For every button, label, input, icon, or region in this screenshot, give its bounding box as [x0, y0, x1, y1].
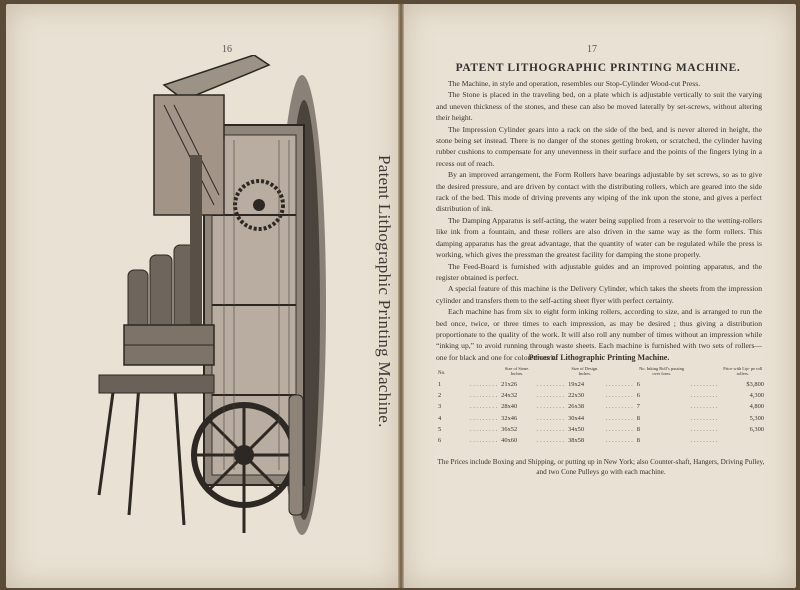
table-row — [436, 424, 766, 435]
row-number: 2 — [438, 392, 442, 400]
table-header-row — [436, 366, 766, 379]
leader-dots: . . . . . . . . . — [605, 425, 633, 433]
price-cell: 5,300 — [749, 414, 764, 422]
right-page-number: 17 — [587, 44, 597, 55]
table-row — [436, 379, 766, 390]
stone-size-cell: 36x52 — [501, 425, 518, 433]
leader-dots: . . . . . . . . . — [605, 414, 633, 422]
price-table-title: Prices of Lithographic Printing Machine. — [528, 353, 670, 362]
design-size-cell: 34x50 — [568, 425, 585, 433]
design-size-cell: 22x30 — [568, 392, 585, 400]
rollers-count-cell: 6 — [636, 381, 640, 389]
row-number: 4 — [438, 414, 442, 422]
footer-note: The Prices include Boxing and Shipping, or putting up in New York; also Counter-shaft, Hangers, Driving Pulley, and two Cone Pulleys go with each machine. — [437, 458, 765, 476]
paragraph: The Feed-Board is furnished with adjustable guides and an improved pointing apparatus, and the register obtained is perfect. — [436, 261, 762, 282]
leader-dots: . . . . . . . . . — [690, 392, 718, 400]
column-header: Size of Stone. Inches. — [504, 366, 530, 376]
table-row — [436, 413, 766, 424]
rollers-count-cell: 8 — [636, 437, 640, 445]
printing-machine-engraving — [94, 55, 326, 535]
column-header — [604, 366, 635, 379]
design-size-cell: 38x58 — [568, 437, 585, 445]
leader-dots: . . . . . . . . . — [470, 403, 498, 411]
leader-dots: . . . . . . . . . — [536, 425, 565, 433]
book-gutter — [398, 4, 404, 588]
leader-dots: . . . . . . . . . — [690, 403, 718, 411]
leader-dots: . . . . . . . . . — [536, 381, 565, 389]
row-number: 1 — [438, 381, 442, 389]
leader-dots: . . . . . . . . . — [536, 414, 565, 422]
row-number: 6 — [438, 437, 442, 445]
price-cell: $3,800 — [746, 381, 764, 389]
vertical-caption: Patent Lithographic Printing Machine. — [375, 155, 394, 428]
leader-dots: . . . . . . . . . — [690, 414, 718, 422]
stone-size-cell: 21x26 — [501, 381, 518, 389]
rollers-count-cell: 8 — [636, 414, 640, 422]
design-size-cell: 19x24 — [568, 381, 585, 389]
paragraph: By an improved arrangement, the Form Rollers have bearings adjustable by set screws, so as to give the desired pressure, and are driven by contact with the distributing rollers, which are geared into the side rack of the bed. This mode of driving prevents any wiping of the ink upon the stone, and gives a perfect distribution of ink. — [436, 170, 762, 214]
design-size-cell: 30x44 — [568, 414, 585, 422]
price-cell: 4,300 — [749, 392, 764, 400]
stone-size-cell: 40x60 — [501, 437, 518, 445]
paragraph: The Impression Cylinder gears into a rack on the side of the bed, and is never altered in height, the stone being set instead. There is no danger of the stones getting broken, or scratched, the cylinder having rubber cushions to compensate for any unevenness in their surface and the points of the fingers lying in a recess out of reach. — [436, 124, 762, 168]
leader-dots: . . . . . . . . . — [470, 437, 498, 445]
column-header: No. — [438, 371, 446, 376]
table-row — [436, 401, 766, 412]
leader-dots: . . . . . . . . . — [605, 403, 633, 411]
column-header — [468, 366, 499, 379]
column-header: No. Inking Roll’s passing over form. — [639, 366, 685, 376]
leader-dots: . . . . . . . . . — [690, 437, 718, 445]
leader-dots: . . . . . . . . . — [470, 392, 498, 400]
leader-dots: . . . . . . . . . — [470, 425, 498, 433]
leader-dots: . . . . . . . . . — [605, 381, 633, 389]
paragraph: Each machine has from six to eight form inking rollers, according to size, and is arranged to run the bed once, twice, or three times to each impression, as may be desired ; thus giving a distribution proportionate to the quality of the work. It will also roll any number of times without an impression while “inking up,” to avoid running through waste sheets. Each machine is furnished with two sets of rollers—one for black and one for colored work. — [436, 307, 762, 362]
rollers-count-cell: 6 — [636, 392, 640, 400]
row-number: 5 — [438, 425, 442, 433]
paragraph: The Machine, in style and operation, resembles our Stop-Cylinder Wood-cut Press. — [448, 79, 701, 88]
price-table — [436, 366, 766, 446]
leader-dots: . . . . . . . . . — [536, 392, 565, 400]
rollers-count-cell: 7 — [636, 403, 640, 411]
paragraph: The Stone is placed in the traveling bed, on a plate which is adjustable vertically to suit the varying and uneven thickness of the stones, and these can also be moved laterally by set-screws, without altering their height. — [436, 90, 762, 123]
table-row — [436, 390, 766, 401]
stone-size-cell: 32x46 — [501, 414, 518, 422]
paragraph: The Damping Apparatus is self-acting, the water being supplied from a reservoir to the wetting-rollers like ink from a fountain, and these rollers are also driven in the same way as the form rollers. This damping apparatus has the great advantage, that the quantity of water can be regulated while the press is working, which gives the pressman the greatest facility for damping the stone properly. — [436, 215, 762, 260]
table-row — [436, 435, 766, 446]
leader-dots: . . . . . . . . . — [605, 437, 633, 445]
leader-dots: . . . . . . . . . — [690, 381, 718, 389]
rollers-count-cell: 8 — [636, 425, 640, 433]
column-header — [535, 366, 566, 379]
stone-size-cell: 28x40 — [501, 403, 518, 411]
stone-size-cell: 24x32 — [501, 392, 518, 400]
design-size-cell: 26x38 — [568, 403, 585, 411]
paragraph: A special feature of this machine is the Delivery Cylinder, which takes the sheets from the impression cylinder and transfers them to the self-acting sheet flyer with perfect certainty. — [436, 284, 762, 305]
leader-dots: . . . . . . . . . — [605, 392, 633, 400]
row-number: 3 — [438, 403, 442, 411]
leader-dots: . . . . . . . . . — [536, 437, 565, 445]
price-cell — [720, 435, 766, 446]
page-title: PATENT LITHOGRAPHIC PRINTING MACHINE. — [455, 62, 741, 74]
column-header: Price with Lip- pe roll rollers. — [723, 366, 763, 376]
leader-dots: . . . . . . . . . — [690, 425, 718, 433]
left-page-number: 16 — [222, 44, 232, 55]
leader-dots: . . . . . . . . . — [470, 414, 498, 422]
column-header: Size of Design. Inches. — [571, 366, 599, 376]
leader-dots: . . . . . . . . . — [536, 403, 565, 411]
price-cell: 6,300 — [749, 425, 764, 433]
body-text — [436, 78, 762, 363]
column-header — [688, 366, 719, 379]
leader-dots: . . . . . . . . . — [470, 381, 498, 389]
price-cell: 4,800 — [749, 403, 764, 411]
